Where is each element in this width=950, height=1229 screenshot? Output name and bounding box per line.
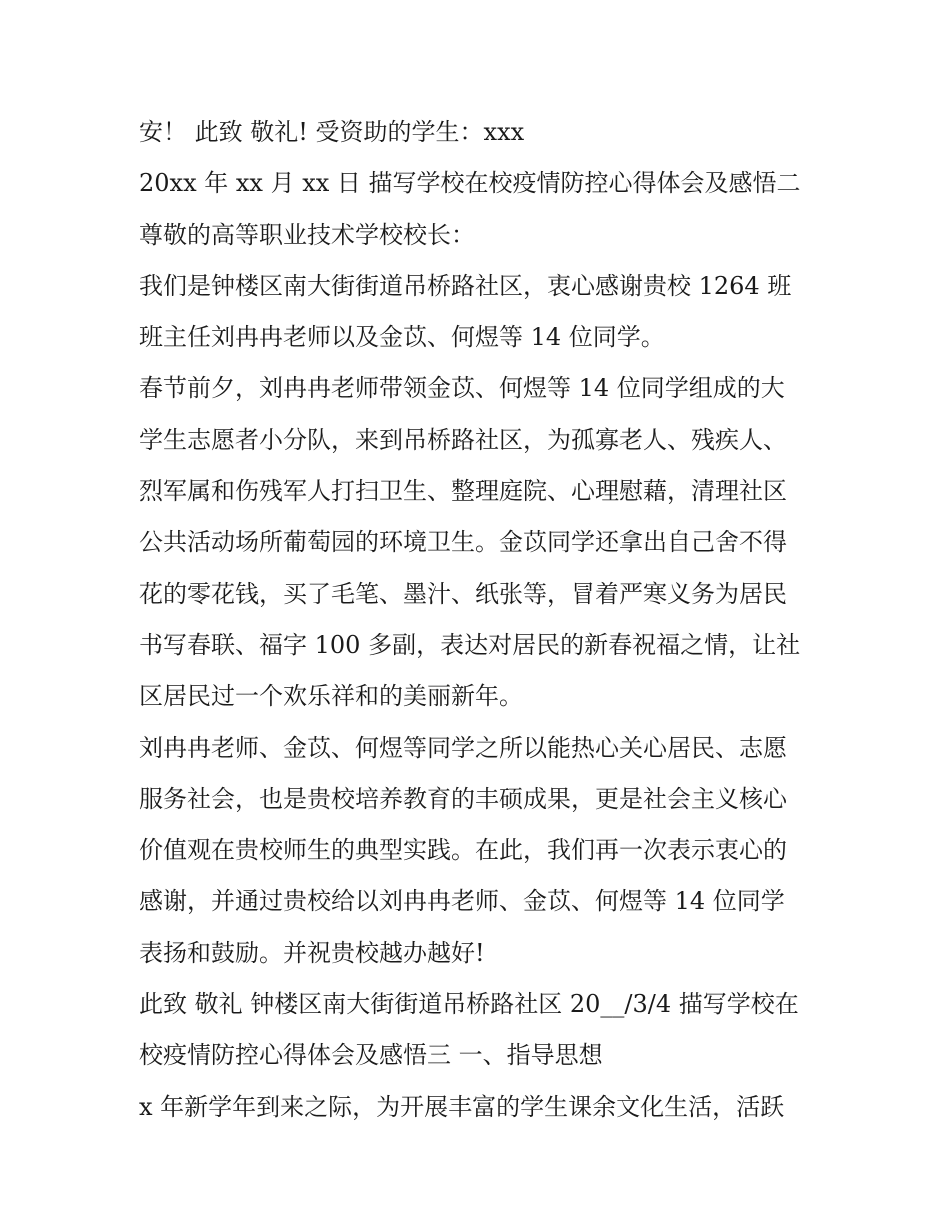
text-line: 此致 敬礼 钟楼区南大街街道吊桥路社区 20__/3/4 描写学校在 [139, 990, 799, 1019]
text-line: 区居民过一个欢乐祥和的美丽新年。 [139, 682, 523, 711]
text-line: 服务社会，也是贵校培养教育的丰硕成果，更是社会主义核心 [139, 784, 787, 813]
text-line: 书写春联、福字 100 多副，表达对居民的新春祝福之情，让社 [139, 630, 801, 659]
text-line: 班主任刘冉冉老师以及金苡、何煜等 14 位同学。 [139, 323, 665, 352]
text-line: 感谢，并通过贵校给以刘冉冉老师、金苡、何煜等 14 位同学 [139, 887, 785, 916]
text-line: x 年新学年到来之际，为开展丰富的学生课余文化生活，活跃 [139, 1092, 785, 1121]
text-line: 20xx 年 xx 月 xx 日 描写学校在校疫情防控心得体会及感悟二 [139, 169, 801, 198]
text-line: 安！ 此致 敬礼! 受资助的学生：xxx [139, 118, 525, 146]
text-line: 烈军属和伤残军人打扫卫生、整理庭院、心理慰藉，清理社区 [139, 477, 787, 506]
document-body [139, 107, 819, 1133]
text-line: 价值观在贵校师生的典型实践。在此，我们再一次表示衷心的 [139, 836, 787, 865]
text-line: 花的零花钱，买了毛笔、墨汁、纸张等，冒着严寒义务为居民 [139, 579, 787, 608]
text-line: 表扬和鼓励。并祝贵校越办越好! [139, 938, 485, 967]
text-line: 校疫情防控心得体会及感悟三 一、指导思想 [139, 1041, 603, 1070]
text-line: 公共活动场所葡萄园的环境卫生。金苡同学还拿出自己舍不得 [139, 528, 787, 557]
text-line: 学生志愿者小分队，来到吊桥路社区，为孤寡老人、残疾人、 [139, 425, 787, 454]
text-line: 春节前夕，刘冉冉老师带领金苡、何煜等 14 位同学组成的大 [139, 374, 785, 403]
text-line: 尊敬的高等职业技术学校校长： [139, 220, 475, 249]
text-line: 我们是钟楼区南大街街道吊桥路社区，衷心感谢贵校 1264 班 [139, 271, 792, 300]
text-line: 刘冉冉老师、金苡、何煜等同学之所以能热心关心居民、志愿 [139, 733, 787, 762]
